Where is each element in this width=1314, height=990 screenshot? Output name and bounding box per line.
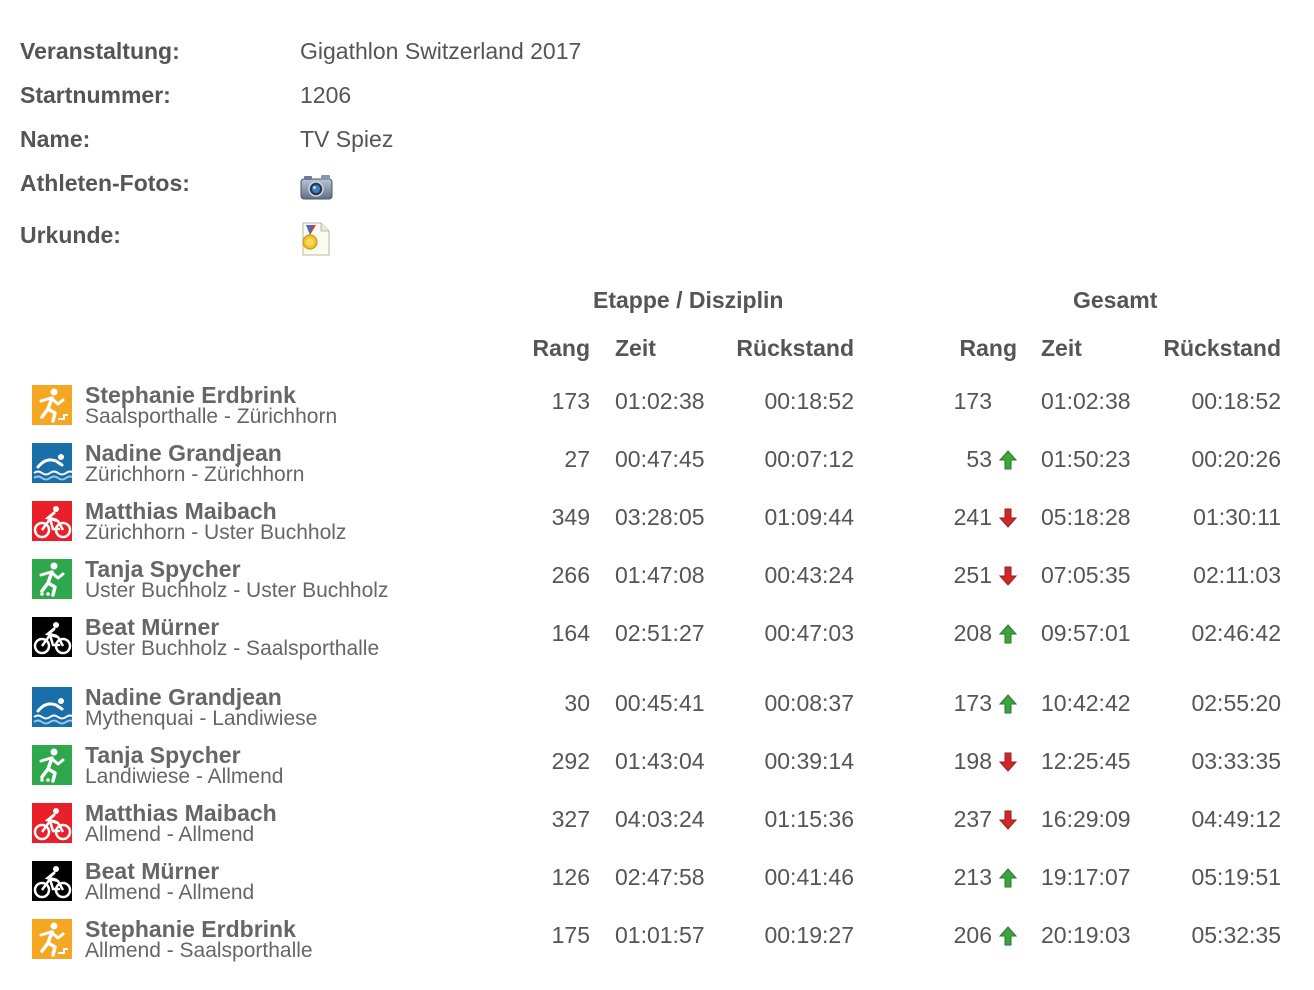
table-row <box>0 380 1314 432</box>
stage-route: Allmend - Allmend <box>85 881 255 904</box>
gesamt-rueckstand: 02:46:42 <box>1191 620 1281 646</box>
gesamt-rueckstand: 01:30:11 <box>1193 504 1281 530</box>
gesamt-rang: 173 <box>953 690 992 716</box>
gesamt-rueckstand: 05:32:35 <box>1191 922 1281 948</box>
etappe-rang: 349 <box>551 504 590 530</box>
etappe-rueckstand: 00:08:37 <box>764 690 854 716</box>
etappe-rueckstand: 00:43:24 <box>764 562 854 588</box>
col-header-etappe-zeit[interactable]: Zeit <box>615 335 656 361</box>
arrow-up-icon <box>998 926 1018 946</box>
gesamt-rang: 198 <box>953 748 992 774</box>
gesamt-zeit: 10:42:42 <box>1041 690 1131 716</box>
gesamt-zeit: 19:17:07 <box>1041 864 1131 890</box>
inline-icon <box>32 745 72 785</box>
etappe-zeit: 04:03:24 <box>615 806 705 832</box>
etappe-zeit: 00:47:45 <box>615 446 705 472</box>
stage-route: Landiwiese - Allmend <box>85 765 284 788</box>
athlete-name[interactable]: Stephanie Erdbrink <box>85 916 296 942</box>
gesamt-rang: 173 <box>953 388 992 414</box>
athlete-name[interactable]: Nadine Grandjean <box>85 440 282 466</box>
running-icon <box>32 385 72 425</box>
etappe-rueckstand: 00:19:27 <box>764 922 854 948</box>
etappe-rueckstand: 01:09:44 <box>764 504 854 530</box>
gesamt-rueckstand: 02:11:03 <box>1193 562 1281 588</box>
table-row <box>0 682 1314 734</box>
col-header-gesamt-rueckstand[interactable]: Rückstand <box>1163 335 1281 361</box>
arrow-down-icon <box>998 566 1018 586</box>
veranstaltung-value: Gigathlon Switzerland 2017 <box>300 38 582 64</box>
stage-route: Saalsporthalle - Zürichhorn <box>85 405 338 428</box>
arrow-up-icon <box>998 694 1018 714</box>
group-header-gesamt: Gesamt <box>1073 287 1158 313</box>
mountainbike-icon <box>32 861 72 901</box>
etappe-rueckstand: 00:39:14 <box>764 748 854 774</box>
gesamt-rang: 208 <box>953 620 992 646</box>
gesamt-rueckstand: 05:19:51 <box>1191 864 1281 890</box>
etappe-zeit: 01:01:57 <box>615 922 705 948</box>
gesamt-zeit: 01:50:23 <box>1041 446 1131 472</box>
running-icon <box>32 919 72 959</box>
etappe-rang: 173 <box>551 388 590 414</box>
etappe-rang: 27 <box>564 446 590 472</box>
athlete-name[interactable]: Stephanie Erdbrink <box>85 382 296 408</box>
table-row <box>0 798 1314 850</box>
etappe-zeit: 01:02:38 <box>615 388 705 414</box>
gesamt-rang: 251 <box>953 562 992 588</box>
etappe-zeit: 03:28:05 <box>615 504 705 530</box>
table-row <box>0 612 1314 664</box>
col-header-etappe-rueckstand[interactable]: Rückstand <box>736 335 854 361</box>
athlete-name[interactable]: Tanja Spycher <box>85 556 241 582</box>
table-row <box>0 740 1314 792</box>
table-row <box>0 856 1314 908</box>
stage-route: Zürichhorn - Zürichhorn <box>85 463 305 486</box>
etappe-rang: 30 <box>564 690 590 716</box>
stage-route: Uster Buchholz - Uster Buchholz <box>85 579 389 602</box>
cycling-icon <box>32 803 72 843</box>
etappe-zeit: 02:47:58 <box>615 864 705 890</box>
stage-route: Allmend - Saalsporthalle <box>85 939 313 962</box>
gesamt-zeit: 01:02:38 <box>1041 388 1131 414</box>
gesamt-rang: 53 <box>966 446 992 472</box>
etappe-zeit: 01:47:08 <box>615 562 705 588</box>
arrow-down-icon <box>998 810 1018 830</box>
startnummer-label: Startnummer: <box>20 82 171 108</box>
arrow-down-icon <box>998 508 1018 528</box>
stage-route: Zürichhorn - Uster Buchholz <box>85 521 347 544</box>
athlete-name[interactable]: Matthias Maibach <box>85 800 277 826</box>
swimming-icon <box>32 687 72 727</box>
etappe-rang: 126 <box>551 864 590 890</box>
inline-icon <box>32 559 72 599</box>
gesamt-zeit: 07:05:35 <box>1041 562 1131 588</box>
name-label: Name: <box>20 126 91 152</box>
name-value: TV Spiez <box>300 126 394 152</box>
gesamt-zeit: 16:29:09 <box>1041 806 1131 832</box>
gesamt-zeit: 09:57:01 <box>1041 620 1131 646</box>
gesamt-zeit: 20:19:03 <box>1041 922 1131 948</box>
col-header-etappe-rang[interactable]: Rang <box>532 335 590 361</box>
col-header-gesamt-rang[interactable]: Rang <box>959 335 1017 361</box>
stage-route: Uster Buchholz - Saalsporthalle <box>85 637 380 660</box>
gesamt-rueckstand: 03:33:35 <box>1191 748 1281 774</box>
gesamt-rang: 213 <box>953 864 992 890</box>
gesamt-rang: 237 <box>953 806 992 832</box>
etappe-rueckstand: 01:15:36 <box>764 806 854 832</box>
gesamt-rang: 206 <box>953 922 992 948</box>
etappe-rang: 327 <box>551 806 590 832</box>
certificate-medal-icon[interactable] <box>299 222 331 256</box>
etappe-zeit: 01:43:04 <box>615 748 705 774</box>
stage-route: Allmend - Allmend <box>85 823 255 846</box>
swimming-icon <box>32 443 72 483</box>
athlete-name[interactable]: Beat Mürner <box>85 858 220 884</box>
gesamt-rueckstand: 00:20:26 <box>1191 446 1281 472</box>
etappe-rueckstand: 00:41:46 <box>764 864 854 890</box>
arrow-up-icon <box>998 450 1018 470</box>
arrow-up-icon <box>998 868 1018 888</box>
gesamt-rang: 241 <box>953 504 992 530</box>
athlete-name[interactable]: Nadine Grandjean <box>85 684 282 710</box>
etappe-rueckstand: 00:18:52 <box>764 388 854 414</box>
stage-route: Mythenquai - Landiwiese <box>85 707 318 730</box>
col-header-gesamt-zeit[interactable]: Zeit <box>1041 335 1082 361</box>
urkunde-label: Urkunde: <box>20 222 121 248</box>
startnummer-value: 1206 <box>300 82 352 108</box>
gesamt-rueckstand: 00:18:52 <box>1191 388 1281 414</box>
cycling-icon <box>32 501 72 541</box>
etappe-rang: 266 <box>551 562 590 588</box>
arrow-down-icon <box>998 752 1018 772</box>
etappe-rueckstand: 00:47:03 <box>764 620 854 646</box>
table-row <box>0 496 1314 548</box>
gesamt-zeit: 12:25:45 <box>1041 748 1131 774</box>
athlete-name[interactable]: Matthias Maibach <box>85 498 277 524</box>
table-row <box>0 554 1314 606</box>
etappe-rang: 164 <box>551 620 590 646</box>
mountainbike-icon <box>32 617 72 657</box>
veranstaltung-label: Veranstaltung: <box>20 38 180 64</box>
camera-icon[interactable] <box>300 173 333 200</box>
table-row <box>0 438 1314 490</box>
group-header-etappe: Etappe / Disziplin <box>593 287 784 313</box>
table-row <box>0 914 1314 966</box>
etappe-rang: 175 <box>551 922 590 948</box>
arrow-up-icon <box>998 624 1018 644</box>
athlete-name[interactable]: Tanja Spycher <box>85 742 241 768</box>
etappe-rueckstand: 00:07:12 <box>764 446 854 472</box>
gesamt-rueckstand: 04:49:12 <box>1191 806 1281 832</box>
etappe-zeit: 00:45:41 <box>615 690 705 716</box>
etappe-zeit: 02:51:27 <box>615 620 705 646</box>
gesamt-zeit: 05:18:28 <box>1041 504 1131 530</box>
etappe-rang: 292 <box>551 748 590 774</box>
fotos-label: Athleten-Fotos: <box>20 170 190 196</box>
athlete-name[interactable]: Beat Mürner <box>85 614 220 640</box>
gesamt-rueckstand: 02:55:20 <box>1191 690 1281 716</box>
